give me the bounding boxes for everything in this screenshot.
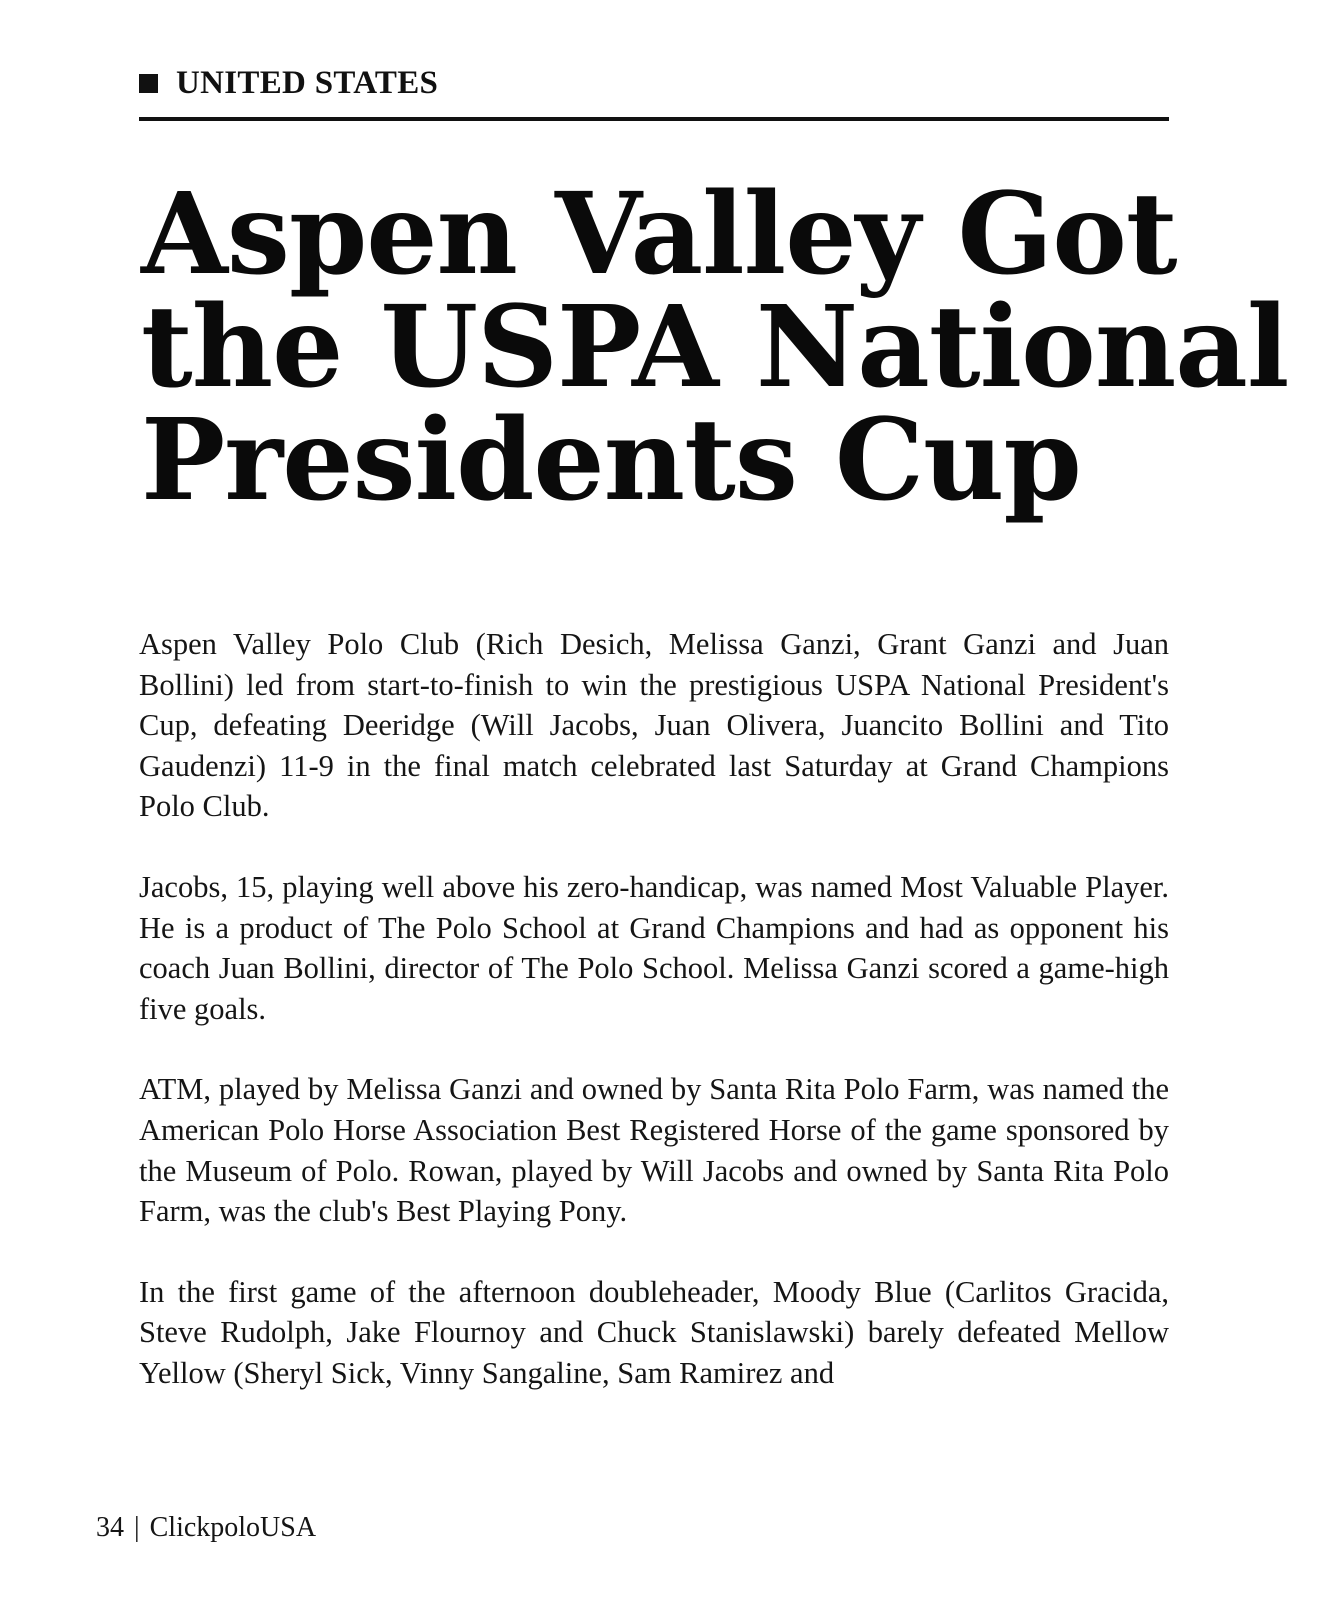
- footer-separator: |: [134, 1512, 140, 1543]
- section-square-icon: [139, 74, 158, 93]
- body-paragraph-1: Aspen Valley Polo Club (Rich Desich, Melissa Ganzi, Grant Ganzi and Juan Bollini) led from start-to-finish to win the prestigious USPA National President's Cup, defeating Deeridge (Will Jacobs, Juan Olivera, Juancito Bollini and Tito Gaudenzi) 11-9 in the final match celebrated last Saturday at Grand Champions Polo Club.: [139, 627, 1169, 824]
- section-label: UNITED STATES: [176, 65, 439, 101]
- body-paragraph-4: In the first game of the afternoon doubleheader, Moody Blue (Carlitos Gracida, Steve Rudolph, Jake Flournoy and Chuck Stanislawski) barely defeated Mellow Yellow (Sheryl Sick, Vinny Sangaline, Sam Ramirez and: [139, 1274, 1169, 1390]
- headline-line-1: Aspen Valley Got: [141, 169, 1177, 300]
- article-headline: [141, 169, 1289, 526]
- body-paragraph-2: Jacobs, 15, playing well above his zero-handicap, was named Most Valuable Player. He is a product of The Polo School at Grand Champions and had as opponent his coach Juan Bollini, director of The Polo School. Melissa Ganzi scored a game-high five goals.: [139, 869, 1169, 1026]
- section-header: [139, 66, 1169, 100]
- publication-name: ClickpoloUSA: [149, 1512, 317, 1543]
- page-footer: [96, 1512, 316, 1544]
- header-divider: [139, 117, 1169, 121]
- headline-line-2: the USPA National: [141, 282, 1289, 413]
- body-paragraph-3: ATM, played by Melissa Ganzi and owned by Santa Rita Polo Farm, was named the American Polo Horse Association Best Registered Horse of the game sponsored by the Museum of Polo. Rowan, played by Will Jacobs and owned by Santa Rita Polo Farm, was the club's Best Playing Pony.: [139, 1072, 1169, 1229]
- headline-line-3: Presidents Cup: [141, 395, 1081, 526]
- article-body: [139, 624, 1169, 1434]
- page-number: 34: [96, 1512, 124, 1543]
